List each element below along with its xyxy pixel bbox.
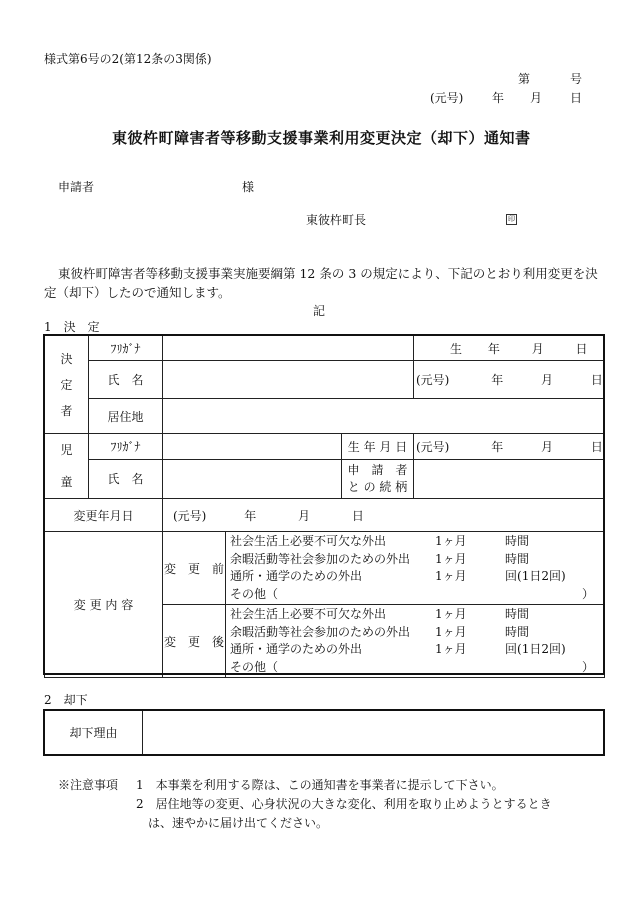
decided-name-row [45,361,605,399]
body-text: 東彼杵町障害者等移動支援事業実施要綱第 12 条の 3 の規定により、下記のとおり利用変更を決定（却下）したので通知します。 [44,266,598,300]
change-before-label: 変 更 前 [163,532,226,604]
decided-address-row [45,399,605,434]
decided-name-label: 氏 名 [89,361,163,399]
notes-label: ※注意事項 [58,778,119,792]
change-before-list [226,532,604,604]
list-item: 余暇活動等社会参加のための外出 1ヶ月 時間 [230,624,530,639]
note-2a: 2 居住地等の変更、心身状況の大きな変化、利用を取り止めようとするとき [136,797,552,811]
decided-address-field[interactable] [163,399,605,434]
change-date-label: 変更年月日 [45,499,163,532]
list-item: 通所・通学のための外出 1ヶ月 回(1日2回) [230,569,566,583]
date-month: 月 [530,91,543,105]
list-item: 社会生活上必要不可欠な外出 1ヶ月 時間 [230,607,530,621]
section-1-heading: 1 決 定 [44,320,100,334]
list-item: 通所・通学のための外出 1ヶ月 回(1日2回) [230,642,566,656]
note-1: 1 本事業を利用する際は、この通知書を事業者に提示して下さい。 [136,778,504,792]
child-name-row [45,459,605,498]
applicant-label: 申請者 [58,180,95,194]
decided-birth-label: 生 年 月 日 [414,336,605,361]
decision-table [44,335,605,678]
list-item: 余暇活動等社会参加のための外出 1ヶ月 時間 [230,551,530,566]
change-after-list [226,605,604,677]
date-era: (元号) [430,91,464,105]
form-number: 様式第6号の2(第12条の3関係) [44,52,212,66]
child-birth-label: 生 年 月 日 [342,434,414,460]
doc-number-go: 号 [570,72,583,86]
child-relation-field[interactable] [414,459,605,498]
child-furigana-field[interactable] [163,434,342,460]
section-2-heading: 2 却下 [44,693,88,707]
doc-number-dai: 第 [518,72,531,86]
decided-birth-field[interactable]: (元号) 年 月 日 [414,361,605,399]
change-date-row [45,499,605,532]
child-birth-field[interactable]: (元号) 年 月 日 [414,434,605,460]
change-before-row [45,532,605,605]
decided-furigana-row [45,336,605,361]
rejection-reason-field[interactable] [143,711,605,755]
rejection-row [45,711,605,755]
decided-name-field[interactable] [163,361,414,399]
note-2b: は、速やかに届け出てください。 [148,816,329,830]
list-item-other: その他（ ） [230,659,595,674]
list-item: 社会生活上必要不可欠な外出 1ヶ月 時間 [230,534,530,548]
rejection-table [44,710,605,755]
child-name-field[interactable] [163,459,342,498]
change-date-field[interactable]: (元号) 年 月 日 [163,499,605,532]
change-content-label: 変 更 内 容 [45,532,163,678]
ki-label: 記 [313,304,326,318]
decided-furigana-field[interactable] [163,336,414,361]
issuer-name: 東彼杵町長 [306,213,367,227]
date-year: 年 [492,91,505,105]
decided-furigana-label: ﾌﾘｶﾞﾅ [89,336,163,361]
child-furigana-row [45,434,605,460]
child-group-label: 児 童 [45,434,89,499]
decided-group-label: 決 定 者 [45,336,89,434]
child-relation-label: 申 請 者 と の 続 柄 [342,459,414,498]
document-title: 東彼杵町障害者等移動支援事業利用変更決定（却下）通知書 [112,129,531,147]
seal-mark: 印 [508,215,515,223]
child-name-label: 氏 名 [89,459,163,498]
rejection-reason-label: 却下理由 [45,711,143,755]
change-after-label: 変 更 後 [163,605,226,677]
child-furigana-label: ﾌﾘｶﾞﾅ [89,434,163,460]
list-item-other: その他（ ） [230,586,595,601]
applicant-sama: 様 [242,180,255,194]
decided-address-label: 居住地 [89,399,163,434]
date-day: 日 [570,91,583,105]
